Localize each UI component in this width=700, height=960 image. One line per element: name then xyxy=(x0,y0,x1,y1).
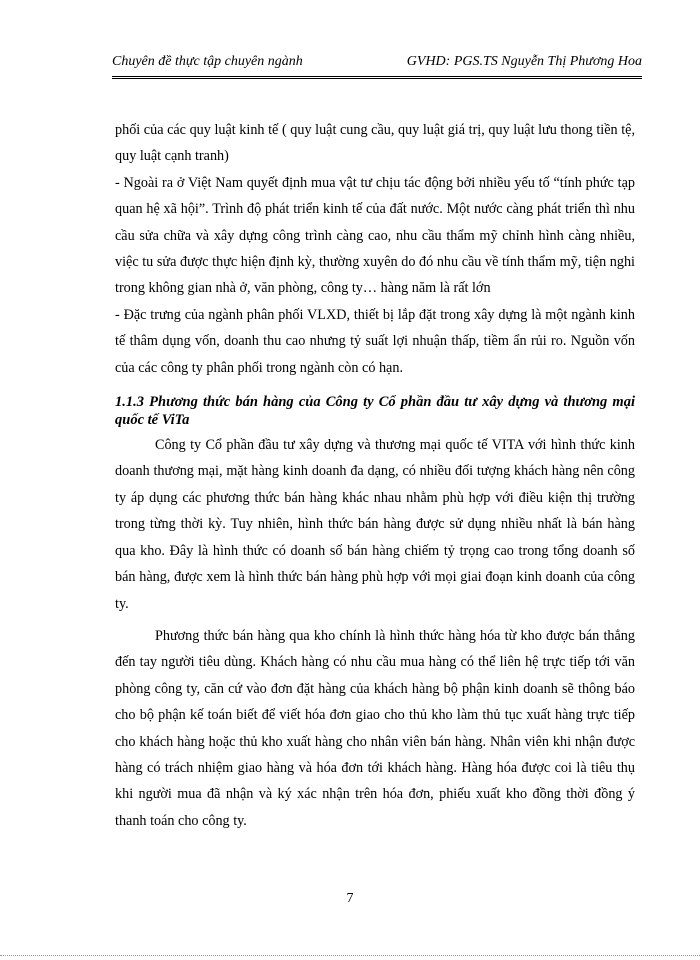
section-heading: 1.1.3 Phương thức bán hàng của Công ty Cổ phần đầu tư xây dựng và thương mại quốc tế ViTa xyxy=(115,394,635,429)
paragraph-vietnam-factors: - Ngoài ra ở Việt Nam quyết định mua vật tư chịu tác động bởi nhiều yếu tố “tính phức tạp quan hệ xã hội”. Trình độ phát triển kinh tế của đất nước. Một nước càng phát triển thì nhu cầu sửa chữa và xây dựng công trình càng cao, nhu cầu thẩm mỹ chỉnh hình càng nhiều, việc tu sửa được thực hiện định kỳ, thường xuyên do đó nhu cầu về tính thẩm mỹ, tiện nghi trong không gian nhà ở, văn phòng, công ty… hàng năm là rất lớn xyxy=(115,174,635,297)
page-bottom-divider xyxy=(0,955,700,956)
page-number: 7 xyxy=(346,891,354,906)
document-body xyxy=(115,117,635,834)
paragraph-warehouse-sales: Phương thức bán hàng qua kho chính là hình thức hàng hóa từ kho được bán thẳng đến tay người tiêu dùng. Khách hàng có nhu cầu mua hàng có thể liên hệ trực tiếp tới văn phòng công ty, căn cứ vào đơn đặt hàng của khách hàng bộ phận kinh doanh sẽ thông báo cho bộ phận kế toán biết để viết hóa đơn giao cho thủ kho làm thủ tục xuất hàng trực tiếp cho khách hàng hoặc thủ kho xuất hàng cho nhân viên bán hàng. Nhân viên khi nhận được hàng có trách nhiệm giao hàng và hóa đơn tới khách hàng. Hàng hóa được coi là tiêu thụ khi người mua đã nhận và ký xác nhận trên hóa đơn, phiếu xuất kho đồng thời đồng ý thanh toán cho công ty. xyxy=(115,627,635,829)
paragraph-industry-characteristics: - Đặc trưng của ngành phân phối VLXD, thiết bị lắp đặt trong xây dựng là một ngành kinh tế thâm dụng vốn, doanh thu cao nhưng tỷ suất lợi nhuận thấp, tiềm ẩn rủi ro. Nguồn vốn của các công ty phân phối trong ngành còn có hạn. xyxy=(115,306,635,376)
page-header xyxy=(112,52,642,79)
header-course-title: Chuyên đề thực tập chuyên ngành xyxy=(112,54,303,69)
paragraph-sales-methods: Công ty Cổ phần đầu tư xây dựng và thương mại quốc tế VITA với hình thức kinh doanh thương mại, mặt hàng kinh doanh đa dạng, có nhiều đối tượng khách hàng nên công ty áp dụng các phương thức bán hàng khác nhau nhằm phù hợp với điều kiện thị trường trong từng thời kỳ. Tuy nhiên, hình thức bán hàng được sử dụng nhiều nhất là bán hàng qua kho. Đây là hình thức có doanh số bán hàng chiếm tỷ trọng cao trong tổng doanh số bán hàng, được xem là hình thức bán hàng phù hợp với mọi giai đoạn kinh doanh của công ty. xyxy=(115,437,635,612)
header-advisor: GVHD: PGS.TS Nguyễn Thị Phương Hoa xyxy=(406,54,642,69)
paragraph-market-laws: phối của các quy luật kinh tế ( quy luật cung cầu, quy luật giá trị, quy luật lưu thong tiền tệ, quy luật cạnh tranh) xyxy=(115,122,635,165)
